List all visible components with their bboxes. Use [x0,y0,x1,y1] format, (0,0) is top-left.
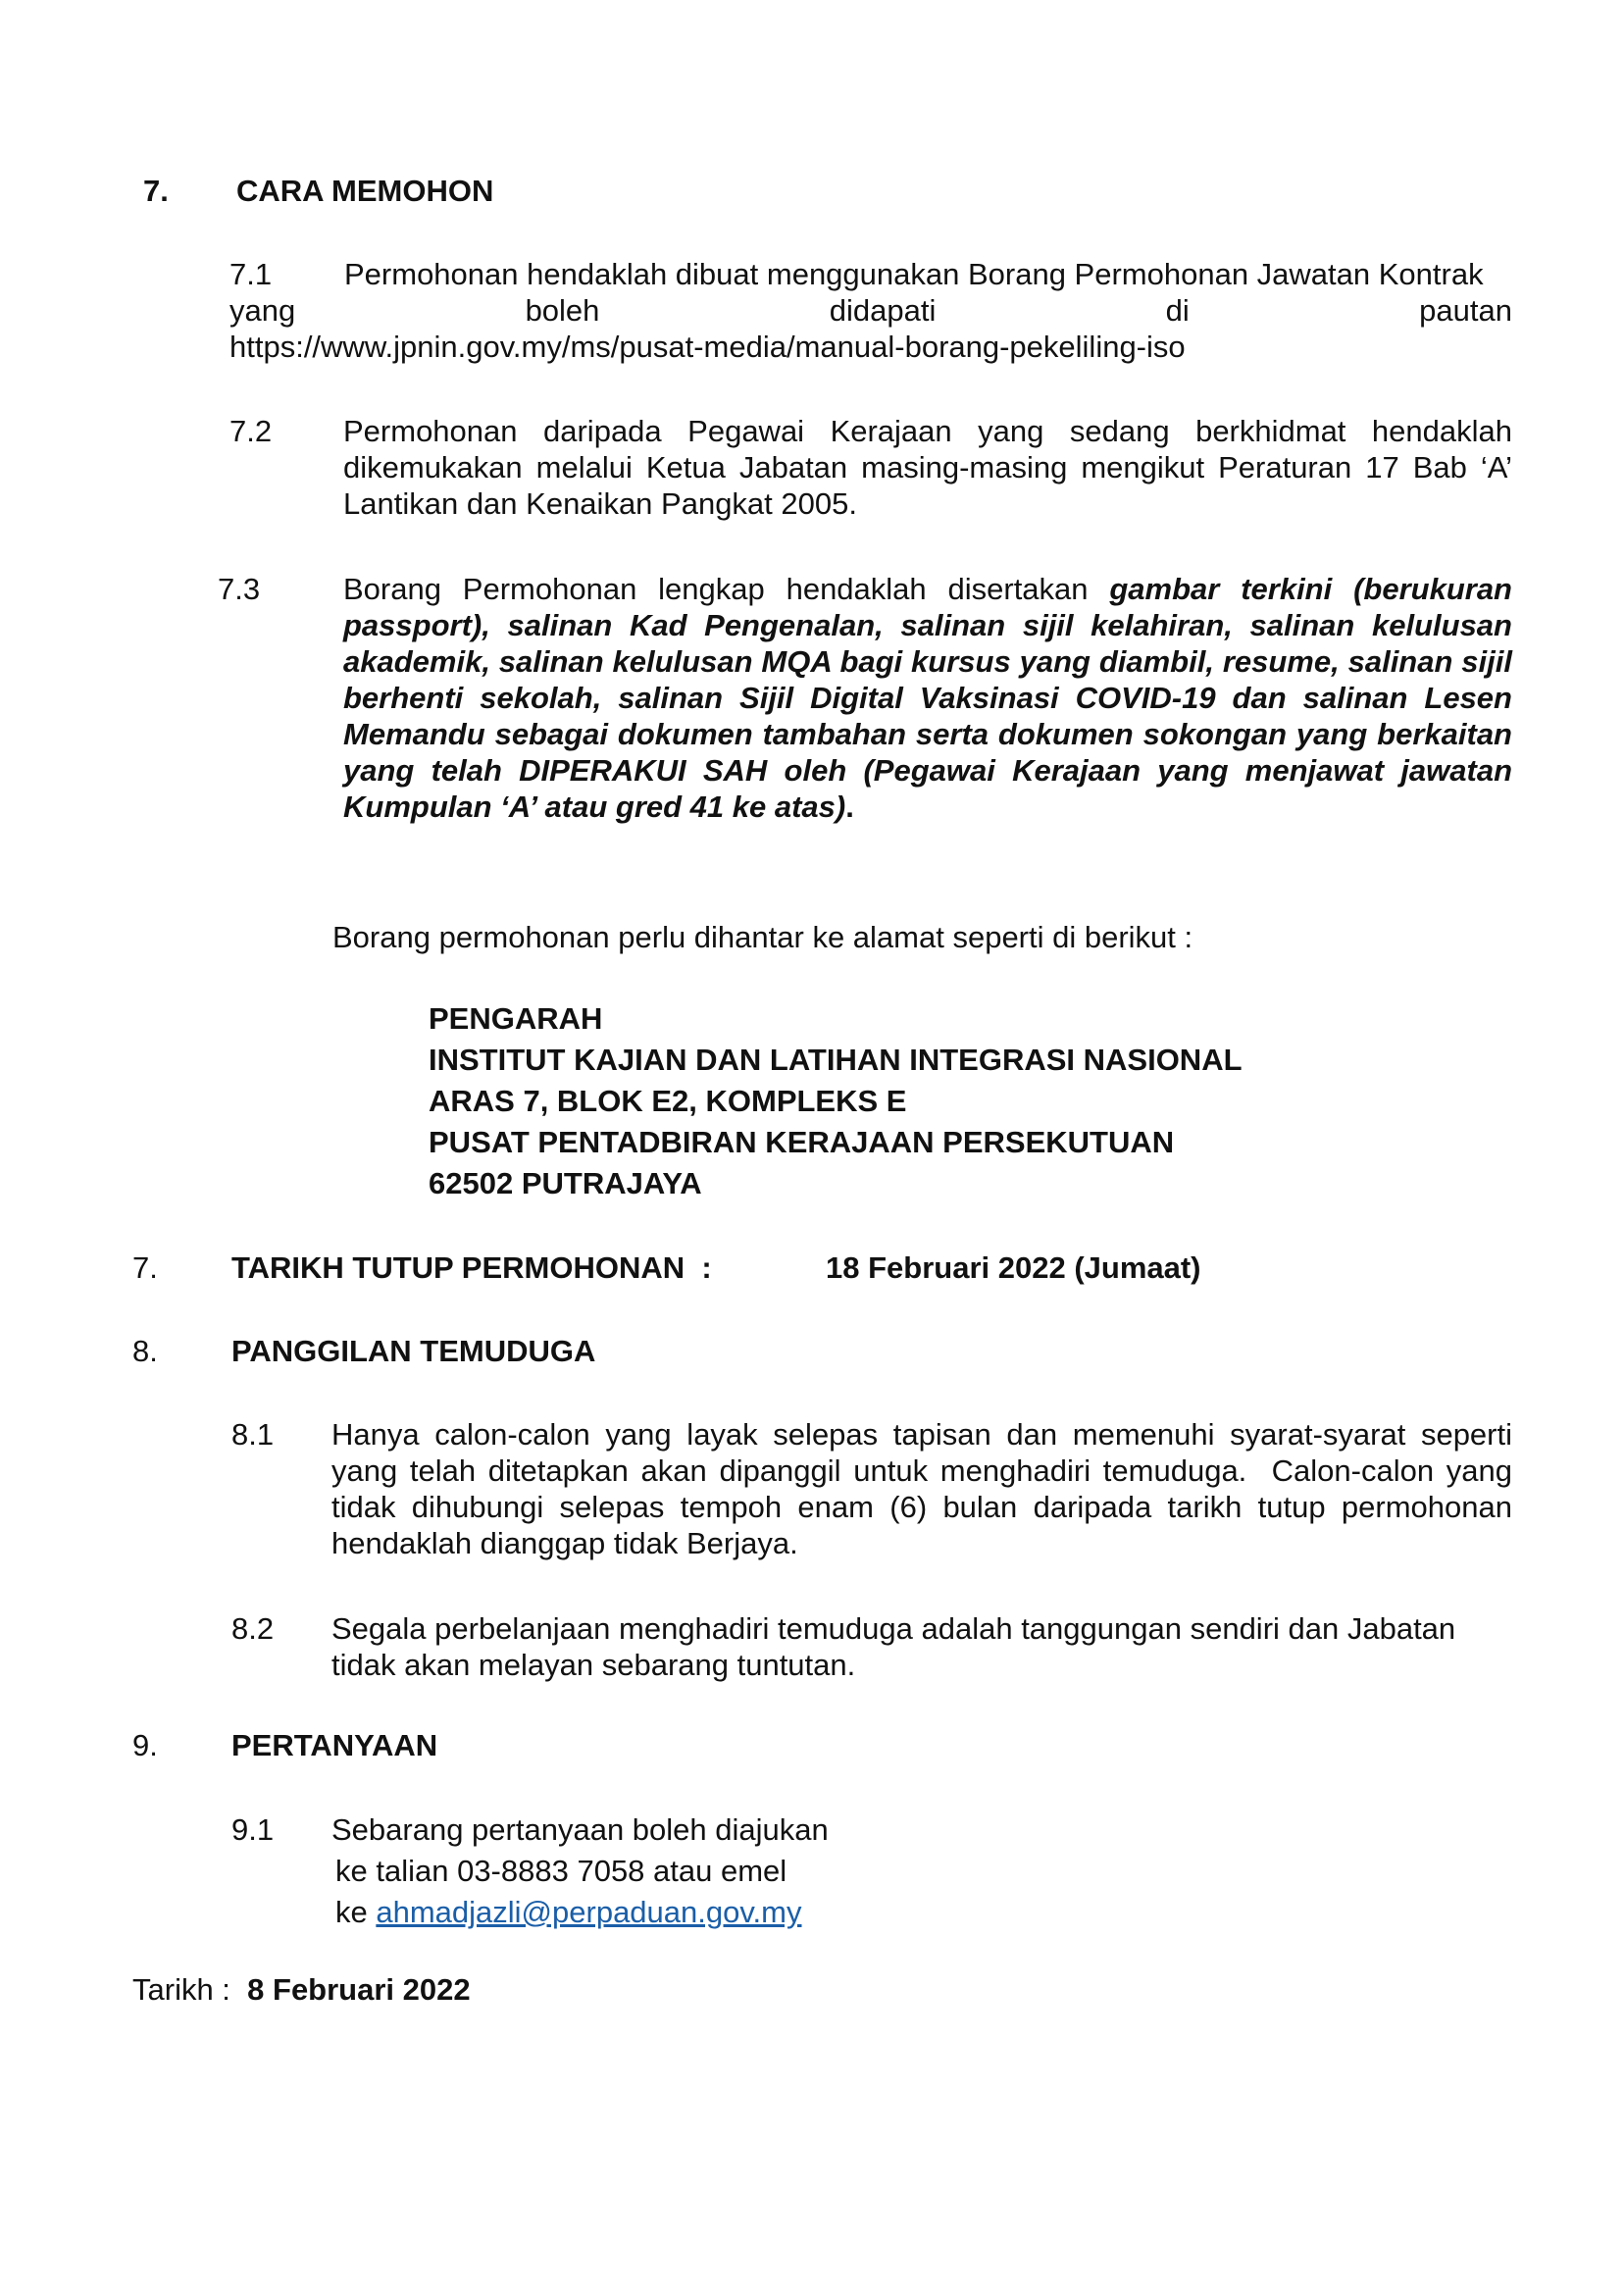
item-8-1-text: Hanya calon-calon yang layak selepas tapisan dan memenuhi syarat-syarat seperti yang telah ditetapkan akan dipanggil untuk menghadiri temuduga. Calon-calon yang tidak dihubungi selepas tempoh enam (6) bulan daripada tarikh tutup permohonan hendaklah dianggap tidak Berjaya. [331,1417,1521,1560]
address-line: ARAS 7, BLOK E2, KOMPLEKS E [429,1084,907,1118]
item-9-1-number: 9.1 [231,1812,275,1847]
item-7-1-text [229,256,1512,365]
address-block [429,998,1243,1204]
item-7-2-number: 7.2 [229,414,273,448]
item-9-1-line1: Sebarang pertanyaan boleh diajukan [331,1812,829,1847]
address-line: INSTITUT KAJIAN DAN LATIHAN INTEGRASI NASIONAL [429,1043,1243,1077]
item-8-2-line2: tidak akan melayan sebarang tuntutan. [331,1648,856,1682]
closing-date-label: TARIKH TUTUP PERMOHONAN : [231,1250,712,1285]
item-7-3-lead: Borang Permohonan lengkap hendaklah disertakan [343,572,1110,606]
section-9-title: PERTANYAAN [231,1728,438,1762]
date-label: Tarikh : [132,1972,230,2007]
item-9-1-line2: ke talian 03-8883 7058 atau emel [335,1854,787,1888]
section-9-number: 9. [132,1728,158,1762]
item-7-1-link-text: https://www.jpnin.gov.my/ms/pusat-media/manual-borang-pekeliling-iso [229,330,1186,364]
item-8-1-number: 8.1 [231,1417,275,1452]
item-9-1-line3 [331,1892,829,1933]
section-8-title: PANGGILAN TEMUDUGA [231,1334,596,1368]
address-line: PUSAT PENTADBIRAN KERAJAAN PERSEKUTUAN [429,1125,1175,1159]
item-9-1-text [331,1810,829,1933]
email-link[interactable]: ahmadjazli@perpaduan.gov.my [376,1895,802,1929]
item-7-3-number: 7.3 [218,572,261,606]
item-7-2-text: Permohonan daripada Pegawai Kerajaan yang sedang berkhidmat hendaklah dikemukakan melalui Ketua Jabatan masing-masing mengikut Peraturan 17 Bab ‘A’ Lantikan dan Kenaikan Pangkat 2005. [343,414,1512,521]
item-7-1-line2 [229,292,1512,329]
item-7-1-line1: Permohonan hendaklah dibuat menggunakan Borang Permohonan Jawatan Kontrak [344,257,1484,291]
word: boleh [525,293,600,328]
item-7-3-end: . [845,790,854,824]
item-8-2-text [331,1610,1455,1683]
address-line: PENGARAH [429,1001,603,1036]
address-line: 62502 PUTRAJAYA [429,1166,702,1200]
word: yang [229,293,296,328]
send-intro: Borang permohonan perlu dihantar ke alamat seperti di berikut : [332,920,1193,954]
item-7-1-number: 7.1 [229,257,273,291]
date-line [132,1972,471,2008]
section-8-number: 8. [132,1334,158,1368]
item-7-3-text [343,571,1512,825]
closing-date-value: 18 Februari 2022 (Jumaat) [826,1250,1201,1285]
item-7-3-required-documents: gambar terkini (berukuran passport), salinan Kad Pengenalan, salinan sijil kelahiran, salinan kelulusan akademik, salinan kelulusan MQA bagi kursus yang diambil, resume, salinan sijil berhenti sekolah, salinan Sijil Digital Vaksinasi COVID-19 dan salinan Lesen Memandu sebagai dokumen tambahan serta dokumen sokongan yang berkaitan yang telah DIPERAKUI SAH oleh (Pegawai Kerajaan yang menjawat jawatan Kumpulan ‘A’ atau gred 41 ke atas) [343,572,1512,824]
section-7-title: CARA MEMOHON [236,174,494,208]
item-8-2-line1: Segala perbelanjaan menghadiri temuduga adalah tanggungan sendiri dan Jabatan [331,1611,1456,1646]
date-value: 8 Februari 2022 [247,1972,471,2007]
section-7-number: 7. [143,174,169,208]
section-7b-number: 7. [132,1250,158,1285]
item-8-2-number: 8.2 [231,1611,275,1646]
word: didapati [829,293,937,328]
word: di [1165,293,1190,328]
email-prefix: ke [335,1895,377,1929]
word: pautan [1419,293,1512,328]
